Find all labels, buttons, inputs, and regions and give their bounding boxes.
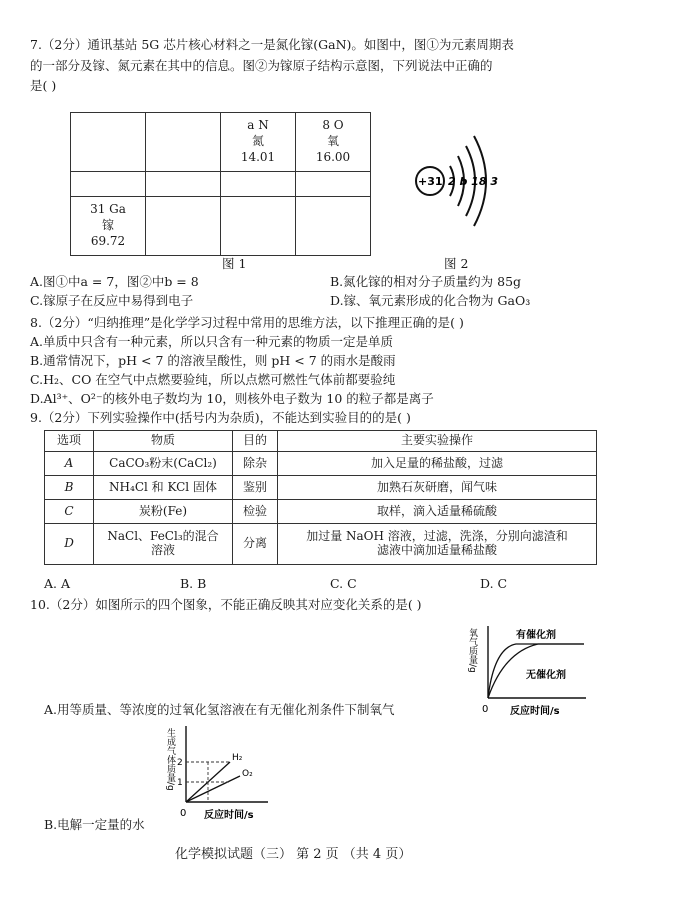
experiment-table: [44, 430, 597, 565]
oxygen-symbol: 8 O: [322, 118, 344, 132]
header-option: 选项: [45, 431, 94, 452]
nucleus-charge: +31: [418, 175, 443, 188]
graph-a-catalyst-label: 有催化剂: [516, 630, 556, 641]
ptable-cell-empty: [146, 172, 221, 197]
q9-stem: 9.（2分）下列实验操作中(括号内为杂质)，不能达到实验目的的是( ): [30, 410, 411, 425]
row-substance: NH₄Cl 和 KCl 固体: [94, 476, 233, 500]
ptable-cell-empty: [296, 197, 371, 256]
q7-stem-line1: 7.（2分）通讯基站 5G 芯片核心材料之一是氮化镓(GaN)。如图中，图①为元素周期表: [30, 37, 514, 52]
row-purpose: 分离: [233, 524, 278, 565]
row-purpose: 除杂: [233, 452, 278, 476]
gallium-symbol: 31 Ga: [90, 202, 126, 216]
periodic-table-fragment: [70, 112, 371, 256]
q9-answer-a: A. A: [44, 576, 71, 591]
q7-option-a: A.图①中a = 7，图②中b = 8: [30, 274, 199, 289]
nitrogen-mass: 14.01: [240, 150, 276, 165]
ptable-cell-empty: [71, 172, 146, 197]
graph-a-catalyst: [464, 614, 594, 722]
q8-option-a: A.单质中只含有一种元素，所以只含有一种元素的物质一定是单质: [30, 334, 394, 349]
ptable-cell-nitrogen: [221, 113, 296, 172]
shell-electrons: 2 b 18 3: [448, 175, 498, 188]
q7-stem-line3: 是( ): [30, 78, 57, 93]
header-operation: 主要实验操作: [278, 431, 597, 452]
row-operation-line2: 滤液中滴加适量稀盐酸: [376, 543, 497, 557]
ptable-cell-empty: [146, 197, 221, 256]
graph-a-ylabel: 氧气质量/g: [467, 628, 477, 673]
figure1-caption: 图 1: [222, 256, 247, 271]
row-substance-line2: 溶液: [150, 543, 175, 557]
graph-b-ylabel: 生成气体质量/g: [165, 728, 175, 791]
q9-answer-c: C. C: [330, 576, 357, 591]
gallium-mass: 69.72: [90, 234, 126, 249]
row-option: C: [45, 500, 94, 524]
graph-b-electrolysis: [164, 718, 274, 822]
row-purpose: 检验: [233, 500, 278, 524]
table-row: [45, 452, 597, 476]
q7-option-c: C.镓原子在反应中易得到电子: [30, 293, 194, 308]
ptable-cell-empty: [296, 172, 371, 197]
oxygen-name: 氧: [326, 134, 339, 149]
graph-b-tick1: 1: [177, 778, 183, 788]
row-substance: [94, 524, 233, 565]
nitrogen-name: 氮: [251, 134, 264, 149]
row-operation-line1: 加过量 NaOH 溶液，过滤，洗涤，分别向滤渣和: [306, 529, 568, 544]
row-operation: 加入足量的稀盐酸，过滤: [278, 452, 597, 476]
graph-a-xlabel: 反应时间/s: [510, 706, 560, 717]
ptable-cell-empty: [221, 172, 296, 197]
row-option: D: [45, 524, 94, 565]
o2-line: [186, 776, 240, 802]
graph-b-o2-label: O₂: [242, 769, 253, 779]
q10-option-b: B.电解一定量的水: [44, 817, 145, 832]
ptable-cell-empty: [221, 197, 296, 256]
page-footer: 化学模拟试题（三） 第 2 页 （共 4 页）: [175, 847, 412, 862]
graph-b-h2-label: H₂: [232, 753, 243, 763]
row-option: A: [45, 452, 94, 476]
q8-option-d: D.Al³⁺、O²⁻的核外电子数均为 10，则核外电子数为 10 的粒子都是离子: [30, 391, 434, 406]
row-operation: 加熟石灰研磨，闻气味: [278, 476, 597, 500]
row-option: B: [45, 476, 94, 500]
gallium-name: 镓: [101, 218, 114, 233]
row-operation: 取样，滴入适量稀硫酸: [278, 500, 597, 524]
ptable-cell-empty: [146, 113, 221, 172]
q8-option-c: C.H₂、CO 在空气中点燃要验纯，所以点燃可燃性气体前都要验纯: [30, 372, 396, 387]
table-row: [45, 524, 597, 565]
table-row: [45, 500, 597, 524]
gallium-atom-diagram: [408, 126, 518, 236]
q10-stem: 10.（2分）如图所示的四个图象，不能正确反映其对应变化关系的是( ): [30, 597, 422, 612]
q7-option-b: B.氮化镓的相对分子质量约为 85g: [330, 274, 522, 289]
q8-option-b: B.通常情况下，pH < 7 的溶液呈酸性，则 pH < 7 的雨水是酸雨: [30, 353, 396, 368]
ptable-cell-gallium: [71, 197, 146, 256]
header-substance: 物质: [94, 431, 233, 452]
row-purpose: 鉴别: [233, 476, 278, 500]
header-purpose: 目的: [233, 431, 278, 452]
ptable-cell-empty: [71, 113, 146, 172]
row-substance: CaCO₃粉末(CaCl₂): [94, 452, 233, 476]
ptable-cell-oxygen: [296, 113, 371, 172]
q10-option-a: A.用等质量、等浓度的过氧化氢溶液在有无催化剂条件下制氧气: [44, 702, 395, 717]
graph-b-origin: 0: [180, 808, 187, 819]
nitrogen-symbol: a N: [247, 118, 269, 132]
q9-answer-d: D. C: [480, 576, 508, 591]
figure2-caption: 图 2: [444, 256, 469, 271]
q7-option-d: D.镓、氧元素形成的化合物为 GaO₃: [330, 293, 531, 308]
oxygen-mass: 16.00: [315, 150, 351, 165]
q7-stem-line2: 的一部分及镓、氮元素在其中的信息。图②为镓原子结构示意图，下列说法中正确的: [30, 58, 493, 73]
table-row: [45, 476, 597, 500]
graph-a-nocatalyst-label: 无催化剂: [526, 670, 566, 681]
graph-b-xlabel: 反应时间/s: [204, 810, 254, 821]
graph-b-tick2: 2: [177, 758, 183, 768]
q9-answer-b: B. B: [180, 576, 207, 591]
graph-a-origin: 0: [482, 704, 489, 715]
q8-stem: 8.（2分）“归纳推理”是化学学习过程中常用的思维方法，以下推理正确的是( ): [30, 315, 464, 330]
row-substance: 炭粉(Fe): [94, 500, 233, 524]
row-substance-line1: NaCl、FeCl₃的混合: [107, 529, 219, 544]
row-operation: [278, 524, 597, 565]
